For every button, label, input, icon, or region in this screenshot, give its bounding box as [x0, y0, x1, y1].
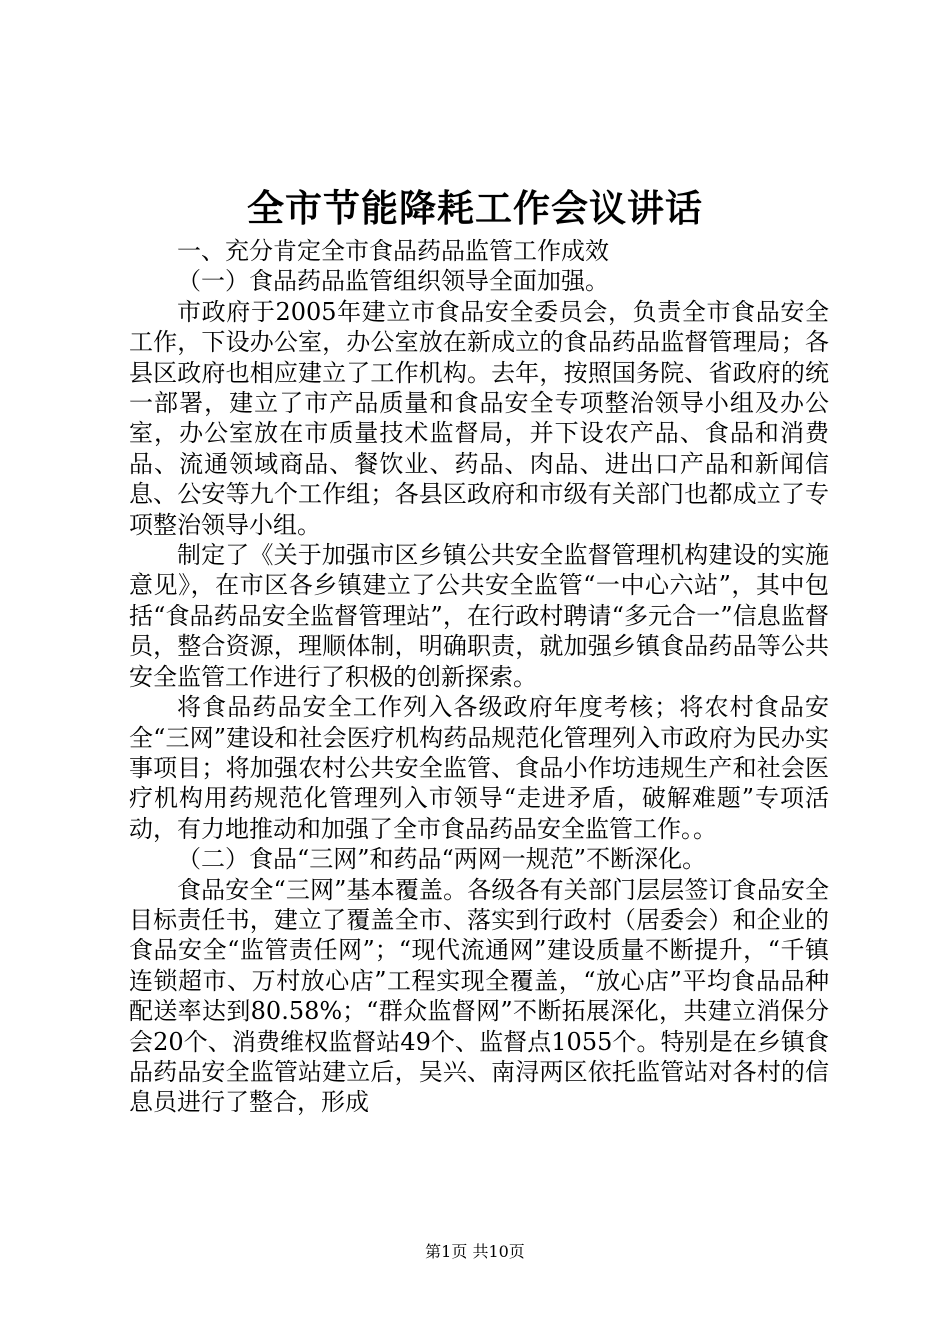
- paragraph: 将食品药品安全工作列入各级政府年度考核；将农村食品安全“三网”建设和社会医疗机构药品规范化管理列入市政府为民办实事项目；将加强农村公共安全监管、食品小作坊违规生产和社会医疗机构用药规范化管理列入市领导“走进矛盾，破解难题”专项活动，有力地推动和加强了全市食品药品安全监管工作。。: [129, 693, 829, 843]
- document-title: 全市节能降耗工作会议讲话: [247, 186, 703, 230]
- subsection-heading: （二）食品“三网”和药品“两网一规范”不断深化。: [177, 845, 707, 874]
- document-body: [129, 236, 829, 1118]
- paragraph: 市政府于2005年建立市食品安全委员会，负责全市食品安全工作，下设办公室，办公室放在新成立的食品药品监督管理局；各县区政府也相应建立了工作机构。去年，按照国务院、省政府的统一部署，建立了市产品质量和食品安全专项整治领导小组及办公室，办公室放在市质量技术监督局，并下设农产品、食品和消费品、流通领域商品、餐饮业、药品、肉品、进出口产品和新闻信息、公安等九个工作组；各县区政府和市级有关部门也都成立了专项整治领导小组。: [129, 297, 829, 539]
- subsection-heading: （一）食品药品监管组织领导全面加强。: [177, 267, 609, 296]
- page-number-footer: 第1页 共10页: [425, 1242, 525, 1261]
- section-heading: 一、充分肯定全市食品药品监管工作成效: [177, 237, 609, 265]
- paragraph: 食品安全“三网”基本覆盖。各级各有关部门层层签订食品安全目标责任书，建立了覆盖全市、落实到行政村（居委会）和企业的食品安全“监管责任网”；“现代流通网”建设质量不断提升，“千镇连锁超市、万村放心店”工程实现全覆盖，“放心店”平均食品品种配送率达到80.58%；“群众监督网”不断拓展深化，共建立消保分会20个、消费维权监督站49个、监督点1055个。特别是在乡镇食品药品安全监管站建立后，吴兴、南浔两区依托监管站对各村的信息员进行了整合，形成: [129, 875, 829, 1117]
- paragraph: 制定了《关于加强市区乡镇公共安全监督管理机构建设的实施意见》，在市区各乡镇建立了公共安全监管“一中心六站”，其中包括“食品药品安全监督管理站”，在行政村聘请“多元合一”信息监督员，整合资源，理顺体制，明确职责，就加强乡镇食品药品等公共安全监管工作进行了积极的创新探索。: [129, 541, 829, 691]
